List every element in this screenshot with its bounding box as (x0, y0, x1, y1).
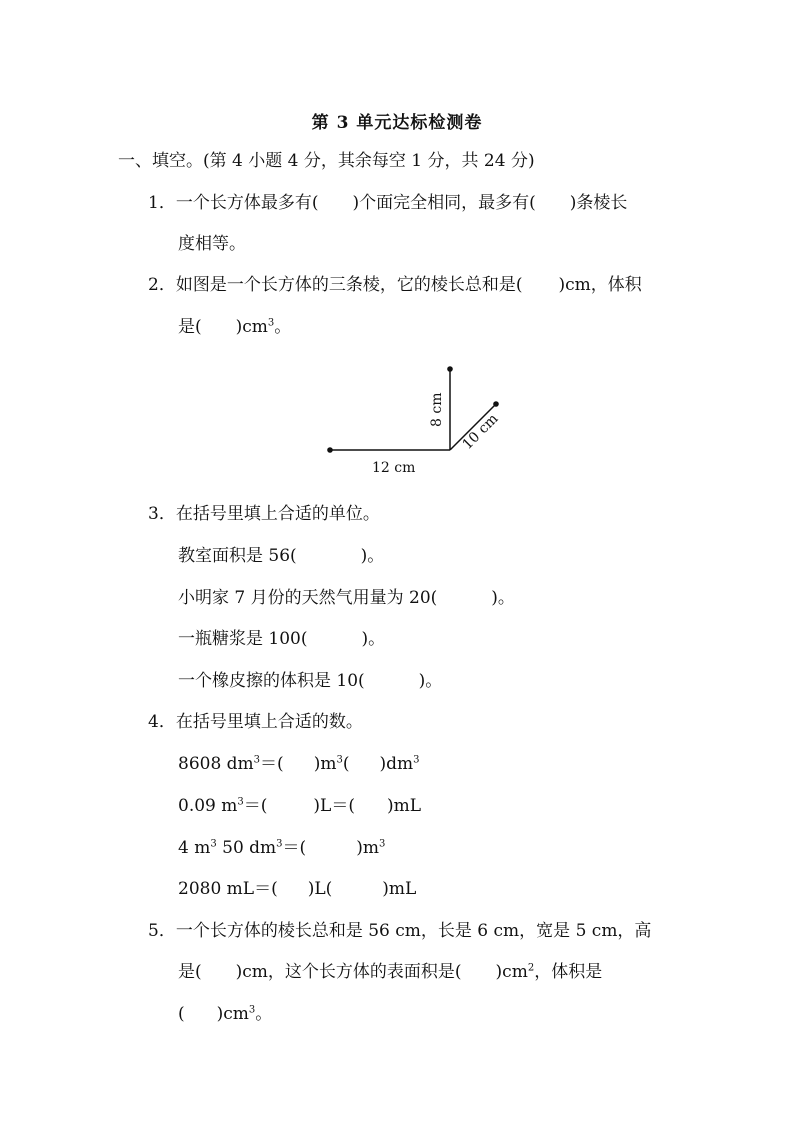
question-5-line-1 (148, 920, 651, 942)
question-number: 1． (148, 193, 176, 213)
q5-text: ( (178, 1004, 185, 1024)
superscript: 3 (248, 1004, 256, 1016)
vertex-dot (493, 401, 499, 407)
q3-prompt-text: 在括号里填上合适的单位。 (175, 504, 380, 524)
question-5-line-2 (178, 961, 602, 983)
q5-text: 是( (178, 962, 202, 982)
q4-equation (178, 878, 416, 900)
eq-text: )m (356, 838, 379, 858)
cuboid-edges-diagram (300, 355, 540, 485)
q5-text: )cm (495, 962, 528, 982)
q3-item-text: )。 (491, 588, 515, 608)
eq-text: 0.09 m (178, 796, 238, 816)
superscript: 3 (253, 754, 261, 766)
question-1-line-1 (148, 192, 627, 214)
superscript: 3 (336, 754, 343, 766)
q3-item-text: )。 (418, 671, 443, 691)
q3-item-text: 一瓶糖浆是 100( (178, 629, 308, 649)
question-3-prompt (148, 503, 380, 525)
section-heading: 一、填空。(第 4 小题 4 分，其余每空 1 分，共 24 分) (118, 151, 535, 171)
eq-text: )L＝( (313, 796, 355, 816)
eq-text: )mL (382, 879, 417, 899)
eq-text: ( (342, 754, 350, 774)
superscript: 3 (237, 796, 244, 808)
question-number: 3． (148, 504, 176, 524)
superscript: 2 (527, 962, 535, 974)
q3-item (178, 545, 384, 567)
q4-equation (178, 753, 419, 775)
q5-text: )cm (216, 1004, 249, 1024)
question-4-prompt (148, 711, 363, 733)
question-number: 4． (148, 712, 176, 732)
eq-text: )L( (307, 879, 333, 899)
q3-item-text: 一个橡皮擦的体积是 10( (178, 671, 365, 691)
q4-equation (178, 795, 421, 817)
eq-text: )dm (379, 754, 414, 774)
eq-text: )mL (386, 796, 422, 816)
q3-item-text: )。 (361, 629, 386, 649)
superscript: 3 (210, 838, 217, 850)
question-1-line-2: 度相等。 (178, 234, 246, 254)
eq-text: ＝( (260, 754, 284, 774)
q2-text-a: 如图是一个长方体的三条棱，它的棱长总和是( (175, 275, 523, 295)
superscript: 3 (413, 754, 420, 766)
q3-item-text: 教室面积是 56( (178, 546, 297, 566)
eq-text: 50 dm (216, 838, 277, 858)
eq-text: 2080 mL＝( (178, 879, 278, 899)
q5-text: ，体积是 (534, 962, 603, 982)
superscript: 3 (378, 838, 386, 850)
q3-item (178, 628, 385, 650)
height-label: 8 cm (429, 392, 445, 427)
q5-text: 。 (255, 1004, 273, 1024)
eq-text: 4 m (178, 838, 211, 858)
question-2-line-1 (148, 274, 642, 296)
q3-item-text: )。 (360, 546, 385, 566)
question-number: 2． (148, 275, 176, 295)
q5-text-a: 一个长方体的棱长总和是 56 cm，长是 6 cm，宽是 5 cm，高 (175, 921, 652, 941)
q2-text-b: )cm，体积 (558, 275, 642, 295)
eq-text: )m (313, 754, 337, 774)
vertex-dot (447, 366, 453, 372)
question-5-line-3 (178, 1003, 272, 1025)
q1-text-a: 一个长方体最多有( (175, 193, 319, 213)
question-2-line-2 (178, 316, 291, 338)
q5-text: )cm，这个长方体的表面积是( (235, 962, 462, 982)
page-title: 第 3 单元达标检测卷 (311, 113, 483, 133)
q1-text-c: )条棱长 (569, 193, 628, 213)
eq-text: ＝( (243, 796, 268, 816)
q2-text-e: 。 (274, 317, 292, 337)
eq-text: 8608 dm (178, 754, 254, 774)
superscript: 3 (276, 838, 283, 850)
q3-item-text: 小明家 7 月份的天然气用量为 20( (178, 588, 438, 608)
vertex-dot (327, 447, 333, 453)
q4-prompt-text: 在括号里填上合适的数。 (175, 712, 363, 732)
length-label: 12 cm (372, 460, 416, 476)
q4-equation (178, 837, 385, 859)
eq-text: ＝( (282, 838, 307, 858)
q2-text-c: 是( (178, 317, 202, 337)
q3-item (178, 670, 442, 692)
q3-item (178, 587, 515, 609)
width-label: 10 cm (459, 410, 502, 453)
q2-text-d: )cm (235, 317, 268, 337)
q1-text-b: )个面完全相同，最多有( (352, 193, 536, 213)
superscript: 3 (267, 317, 275, 329)
question-number: 5． (148, 921, 176, 941)
